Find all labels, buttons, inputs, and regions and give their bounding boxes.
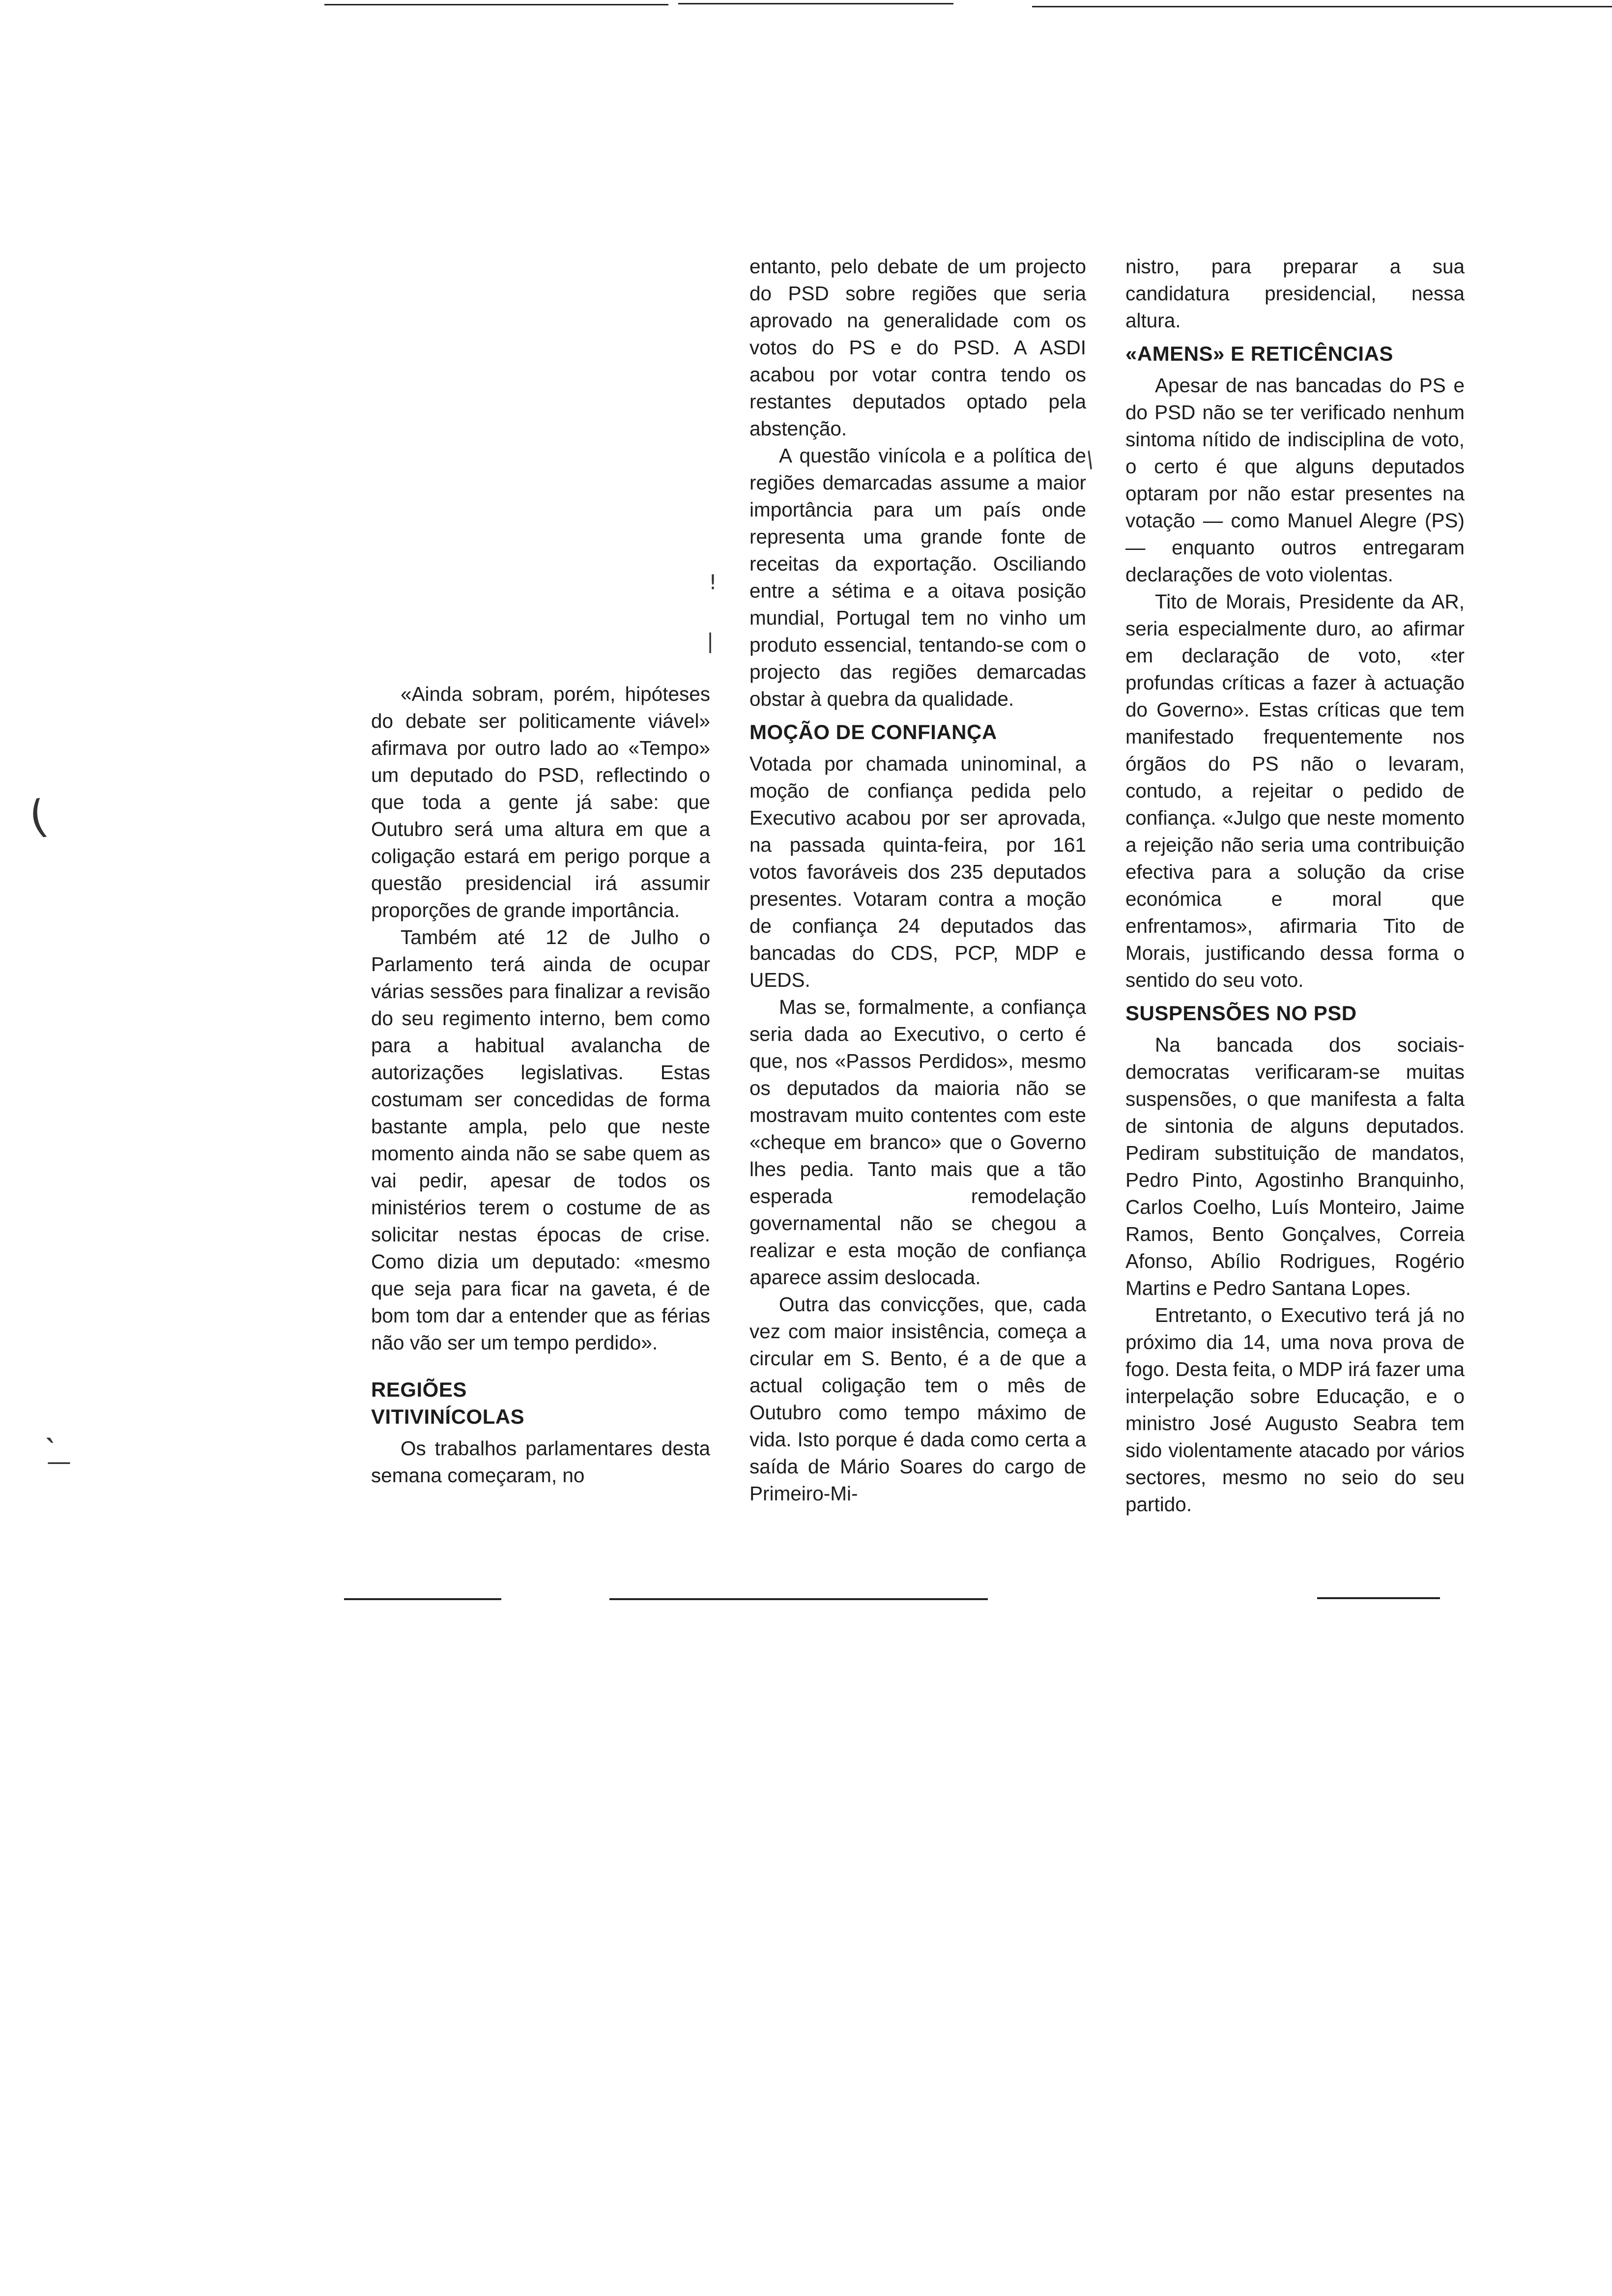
col1-paragraph-3: Os trabalhos parlamentares desta semana começaram, no	[371, 1437, 710, 1487]
article-column-2	[749, 253, 1086, 1507]
col1-paragraph-1: «Ainda sobram, porém, hipóteses do debate ser politicamente viável» afirmava por outro lado ao «Tempo» um deputado do PSD, reflectindo o que toda a gente já sabe: que Outubro será uma altura em que a coligação estará em perigo porque a questão presidencial irá assumir proporções de grande importância.	[371, 683, 710, 921]
col2-paragraph-2: A questão vinícola e a política de regiões demarcadas assume a maior importância para um país onde representa uma grande fonte de receitas da exportação. Osciliando entre a sétima e a oitava posição mundial, Portugal tem no vinho um produto essencial, tentando-se com o projecto das regiões demarcadas obstar à quebra da qualidade.	[749, 444, 1086, 710]
col1-heading-regioes: REGIÕES VITIVINÍCOLAS	[371, 1378, 525, 1428]
scan-mark-slash: /	[1081, 447, 1098, 473]
article-column-3	[1125, 253, 1465, 1518]
col1-paragraph-2: Também até 12 de Julho o Parlamento terá ainda de ocupar várias sessões para finalizar a revisão do seu regimento interno, bem como para a habitual avalancha de autorizações legislativas. Estas costumam ser concedidas de forma bastante ampla, pelo que neste momento ainda não se sabe quem as vai pedir, apesar de todos os ministérios terem o costume de as solicitar nestas épocas de crise. Como dizia um deputado: «mesmo que seja para ficar na gaveta, é de bom tom dar a entender que as férias não vão ser um tempo perdido».	[371, 926, 710, 1354]
article-column-1	[371, 681, 710, 1489]
top-rule-middle	[678, 3, 953, 4]
scan-mark-tick-1: !	[709, 570, 717, 594]
bottom-rule-left	[344, 1598, 501, 1600]
scan-mark-hook: ˴	[44, 1415, 56, 1456]
col3-heading-suspensoes: SUSPENSÕES NO PSD	[1125, 1002, 1357, 1025]
top-rule-left	[324, 4, 668, 5]
scan-mark-tick-2: |	[707, 629, 714, 653]
col3-paragraph-4: Na bancada dos sociais-democratas verificaram-se muitas suspensões, o que manifesta a falta de sintonia de alguns deputados. Pediram substituição de mandatos, Pedro Pinto, Agostinho Branquinho, Carlos Coelho, Luís Monteiro, Jaime Ramos, Bento Gonçalves, Correia Afonso, Abílio Rodrigues, Rogério Martins e Pedro Santana Lopes.	[1125, 1033, 1465, 1299]
bottom-rule-middle	[609, 1598, 988, 1600]
col2-paragraph-1: entanto, pelo debate de um projecto do PSD sobre regiões que seria aprovado na generalidade com os votos do PS e do PSD. A ASDI acabou por votar contra tendo os restantes deputados optado pela abstenção.	[749, 255, 1086, 440]
col2-paragraph-5: Outra das convicções, que, cada vez com maior insistência, começa a circular em S. Bento, é a de que a actual coligação tem o mês de Outubro como tempo máximo de vida. Isto porque é dada como certa a saída de Mário Soares do cargo de Primeiro-Mi-	[749, 1293, 1086, 1505]
top-rule-right	[1032, 6, 1612, 7]
scan-mark-dash: —	[47, 1447, 71, 1476]
col3-paragraph-3: Tito de Morais, Presidente da AR, seria especialmente duro, ao afirmar em declaração de voto, «ter profundas críticas a fazer à actuação do Governo». Estas críticas que tem manifestado frequentemente nos órgãos do PS não o levaram, contudo, a rejeitar o pedido de confiança. «Julgo que neste momento a rejeição não seria uma contribuição efectiva para a solução da crise económica e moral que enfrentamos», afirmaria Tito de Morais, justificando dessa forma o sentido do seu voto.	[1125, 590, 1465, 991]
col2-heading-mocao: MOÇÃO DE CONFIANÇA	[749, 720, 997, 744]
col3-paragraph-5: Entretanto, o Executivo terá já no próximo dia 14, uma nova prova de fogo. Desta feita, o MDP irá fazer uma interpelação sobre Educação, e o ministro José Augusto Seabra tem sido violentamente atacado por vários sectores, mesmo no seio do seu partido.	[1125, 1304, 1465, 1516]
col2-paragraph-3: Votada por chamada uninominal, a moção de confiança pedida pelo Executivo acabou por ser aprovada, na passada quinta-feira, por 161 votos favoráveis dos 235 deputados presentes. Votaram contra a moção de confiança 24 deputados das bancadas do CDS, PCP, MDP e UEDS.	[749, 752, 1086, 991]
scan-mark-bracket: (	[25, 790, 51, 844]
col3-paragraph-1: nistro, para preparar a sua candidatura presidencial, nessa altura.	[1125, 255, 1465, 332]
col2-paragraph-4: Mas se, formalmente, a confiança seria dada ao Executivo, o certo é que, nos «Passos Perdidos», mesmo os deputados da maioria não se mostravam muito contentes com este «cheque em branco» que o Governo lhes pedia. Tanto mais que a tão esperada remodelação governamental não se chegou a realizar e esta moção de confiança aparece assim deslocada.	[749, 996, 1086, 1289]
col3-heading-amens: «AMENS» E RETICÊNCIAS	[1125, 342, 1393, 365]
col3-paragraph-2: Apesar de nas bancadas do PS e do PSD não se ter verificado nenhum sintoma nítido de indisciplina de voto, o certo é que alguns deputados optaram por não estar presentes na votação — como Manuel Alegre (PS) — enquanto outros entregaram declarações de voto violentas.	[1125, 374, 1465, 586]
bottom-rule-right	[1317, 1597, 1440, 1599]
